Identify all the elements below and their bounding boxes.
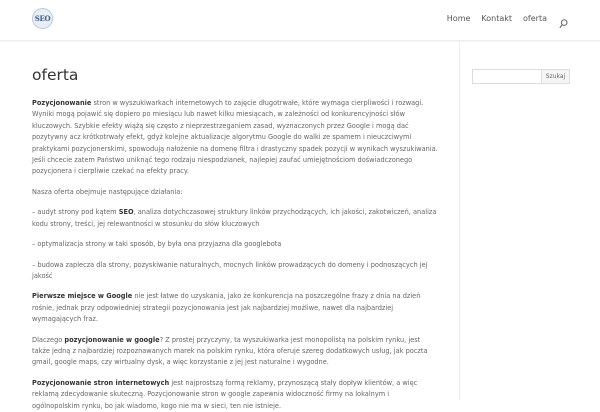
page-title: oferta [32, 66, 79, 84]
paragraph-backlinks: – budowa zaplecza dla strony, pozyskiwanie naturalnych, mocnych linków prowadzących do domeny i podnoszących jej jakość [32, 260, 428, 280]
paragraph-first-place [32, 291, 438, 325]
paragraph-text: , analiza dotychczasowej struktury linków przychodzących, ich jakości, zakotwiczeń, analiza kodu strony, treści, jej relewantności w stosunku do słów kluczowych [32, 208, 437, 228]
logo-text: SEO [34, 14, 51, 23]
nav-item-kontakt[interactable]: Kontakt [481, 14, 513, 23]
bold-text: Pozycjonowanie stron internetowych [32, 378, 170, 387]
paragraph-text: Dlaczego [32, 335, 65, 344]
sidebar-search-form [472, 69, 570, 84]
bold-text: Pierwsze miejsce w Google [32, 292, 133, 301]
site-header [0, 0, 600, 41]
bold-text: pozycjonowanie w google [64, 335, 160, 344]
sidebar-divider [459, 40, 460, 400]
sidebar-search-button[interactable]: Szukaj [541, 69, 570, 84]
paragraph-text: jest najprostszą formą reklamy, przynoszącą stały dopływ klientów, a więc reklamą zdecydowanie skuteczną. Pozycjonowanie stron w google zapewnia widoczność firmy na lokalnym i ogólnopolskim rynku, bo jak wiadomo, kogo nie ma w sieci, ten nie istnieje. [32, 378, 418, 410]
sidebar-search-input[interactable] [472, 69, 541, 84]
nav-item-oferta[interactable]: oferta [523, 14, 547, 23]
paragraph-text: stron w wyszukiwarkach internetowych to zajęcie długotrwałe, które wymaga cierpliwości i rozwagi. Wyniki mogą pojawić się dopiero po miesiącu lub nawet kilku miesiącach, w zależności od konkurencyjności słów kluczowych. Szybkie efekty wiążą się często z nieprzestrzeganiem zasad, wyznaczonych przez Google i mogą dać pozytywny acz krótkotrwały efekt, gdyż kolejne aktualizacje algorytmu Google do walki ze spamem i nieuczciwymi praktykami pozycjonerskimi, spowodują nałożenie na domenę filtra i drastyczny spadek pozycji w wynikach wyszukiwania. Jeśli chcecie zatem Państwo uniknąć tego rodzaju niespodzianek, najlepiej zaufać umiejętnościom doświadczonego pozycjonera i cierpliwie czekać na efekty pracy. [32, 99, 438, 176]
paragraph-audit [32, 207, 438, 230]
bold-text: SEO [118, 208, 134, 217]
paragraph-intro [32, 98, 438, 178]
main-nav [436, 14, 568, 23]
paragraph-text: nie jest łatwe do uzyskania, jako że konkurencja na poszczególne frazy z dnia na dzień rośnie, jednak przy odpowiedniej strategii pozycjonowania jest jak najbardziej możliwe, nawet dla najbardziej wymagających fraz. [32, 292, 421, 324]
nav-item-home[interactable]: Home [446, 14, 471, 23]
paragraph-text: – audyt strony pod kątem [32, 208, 119, 217]
sidebar [472, 69, 570, 84]
main-content [32, 40, 438, 410]
paragraph-text: ? Z prostej przyczyny, ta wyszukiwarka jest monopolistą na polskim rynku, jest także jedną z najbardziej rozpoznawanych marek na polskim rynku, która oferuje szereg dodatkowych usług, jak poczta gmail, google maps, czy wirtualny dysk, a więc korzystanie z jej jest naturalne i wygodne. [32, 335, 428, 367]
site-logo[interactable] [32, 8, 53, 29]
paragraph-why-google [32, 335, 438, 369]
bold-text: Pozycjonowanie [32, 99, 92, 108]
paragraph-offer-heading: Nasza oferta obejmuje następujące działania: [32, 187, 183, 196]
paragraph-website-positioning [32, 378, 438, 412]
search-icon[interactable] [559, 14, 568, 23]
paragraph-optimization: – optymalizacja strony w taki sposób, by była ona przyjazna dla googlebota [32, 240, 282, 249]
